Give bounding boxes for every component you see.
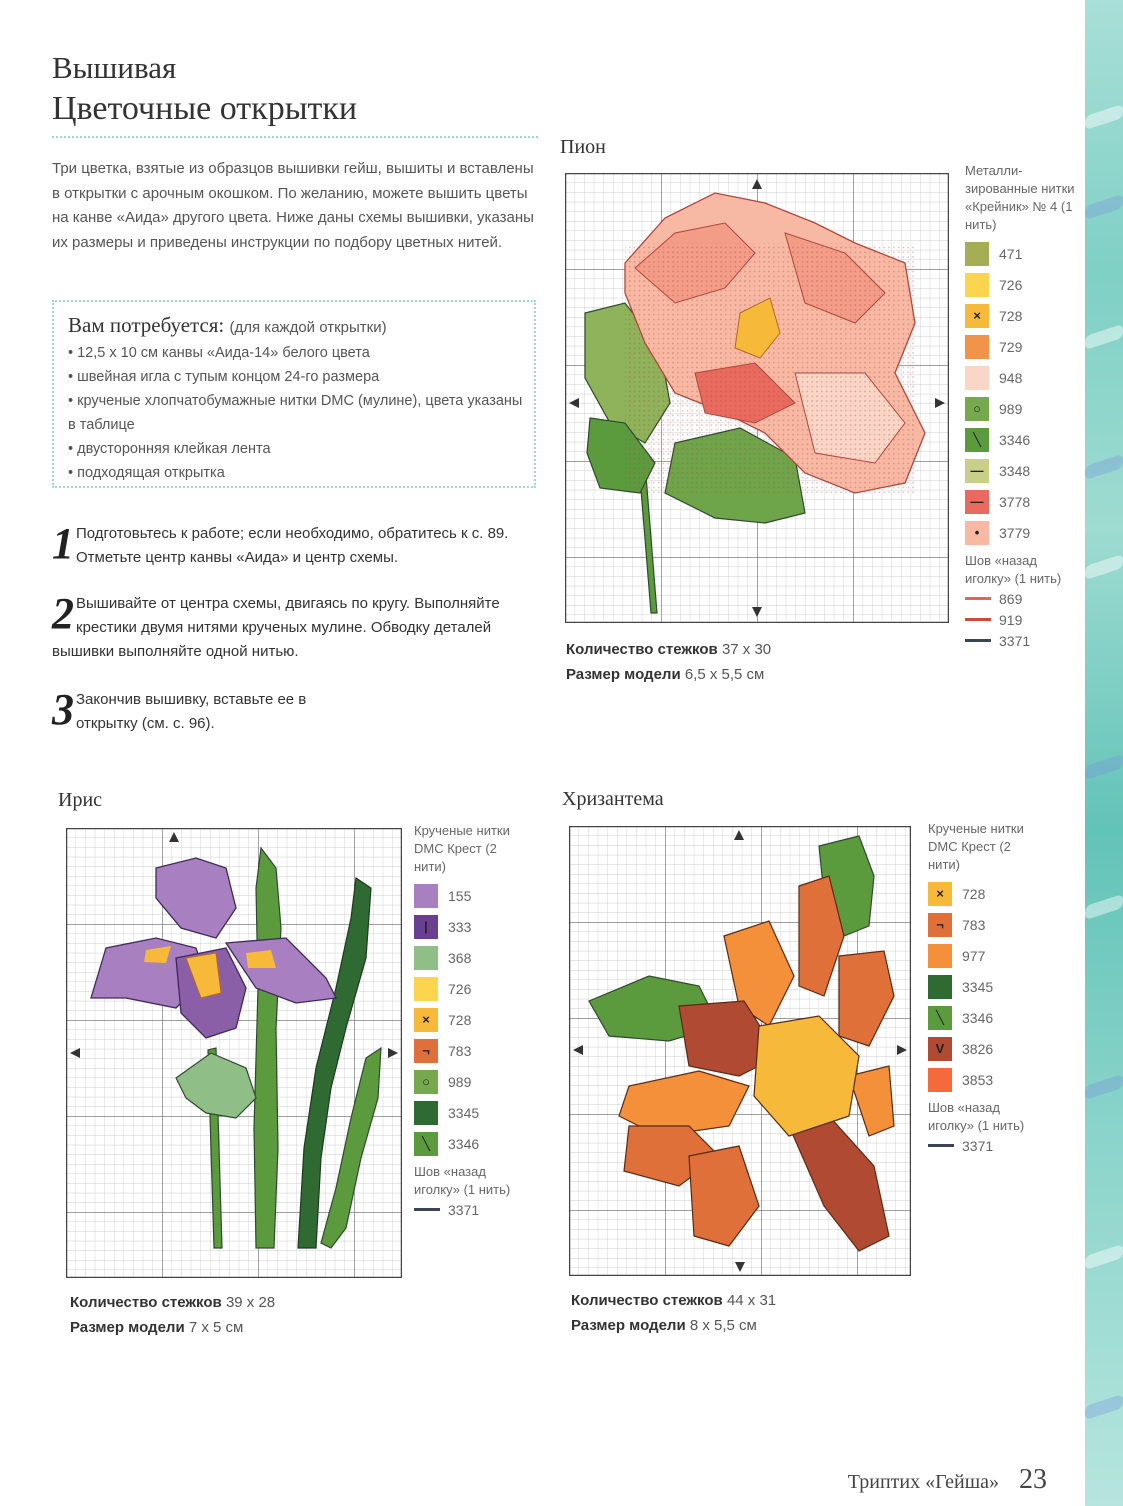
legend-item — [965, 455, 1075, 486]
list-item: • двусторонняя клейкая лента — [68, 437, 528, 461]
intro-paragraph: Три цветка, взятые из образцов вышивки гейш, вышиты и вставлены в открытки с арочным окошком. По желанию, можете вышить цветы на канве «Аида» другого цвета. Ниже даны схемы вышивки, указаны их размеры и приведены инструкции по подбору цветных нитей. — [52, 160, 534, 251]
color-swatch — [414, 915, 438, 939]
materials-heading — [68, 313, 387, 338]
stitch-count-value: 37 х 30 — [721, 641, 772, 658]
peony-chart — [565, 173, 949, 623]
page-title: Цветочные открытки — [52, 90, 358, 127]
color-swatch — [928, 1037, 952, 1061]
color-swatch — [965, 459, 989, 483]
legend-item — [414, 1066, 514, 1097]
legend-item — [928, 1033, 1028, 1064]
iris-chart-title: Ирис — [58, 789, 103, 811]
model-size-value: 6,5 х 5,5 см — [684, 666, 765, 683]
thread-code: 3346 — [962, 1009, 994, 1026]
legend-item — [414, 1128, 514, 1159]
step-number: 2 — [52, 589, 74, 638]
color-swatch — [414, 1070, 438, 1094]
step-1 — [52, 519, 522, 570]
color-swatch — [414, 884, 438, 908]
model-size-label: Размер модели — [571, 1317, 686, 1334]
legend-item — [965, 393, 1075, 424]
stitch-symbol: ╲ — [422, 1135, 430, 1151]
color-swatch — [414, 1008, 438, 1032]
color-swatch — [965, 397, 989, 421]
stitch-symbol: × — [422, 1011, 430, 1027]
color-swatch — [928, 1006, 952, 1030]
color-swatch — [928, 882, 952, 906]
list-item: • крученые хлопчатобумажные нитки DMC (мулине), цвета указаны в таблице — [68, 389, 528, 437]
thread-code: 728 — [448, 1011, 472, 1028]
stitch-count-label: Количество стежков — [566, 641, 718, 658]
materials-heading-text: Вам потребуется: — [68, 313, 225, 337]
thread-code: 3346 — [448, 1135, 480, 1152]
thread-code: 3345 — [448, 1104, 480, 1121]
thread-code: 989 — [999, 400, 1023, 417]
backstitch-heading: Шов «назад иголку» (1 нить) — [928, 1100, 1025, 1133]
stitch-count-value: 44 х 31 — [726, 1292, 777, 1309]
step-text: Подготовьтесь к работе; если необходимо, обратитесь к с. 89. Отметьте центр канвы «Аида» и центр схемы. — [76, 525, 509, 566]
legend-item — [414, 1004, 514, 1035]
list-item: • 12,5 х 10 см канвы «Аида-14» белого цвета — [68, 341, 528, 365]
backstitch-rows — [965, 588, 1075, 651]
thread-code: 3346 — [999, 431, 1031, 448]
thread-code: 3779 — [999, 524, 1031, 541]
thread-code: 989 — [448, 1073, 472, 1090]
peony-stats — [566, 637, 771, 687]
iris-chart — [66, 828, 402, 1278]
peony-legend — [965, 162, 1075, 651]
list-item: • подходящая открытка — [68, 461, 528, 485]
legend-item — [965, 300, 1075, 331]
legend-item — [414, 973, 514, 1004]
model-size-label: Размер модели — [70, 1319, 185, 1336]
color-swatch — [414, 1039, 438, 1063]
thread-code: 368 — [448, 949, 472, 966]
color-swatch — [965, 521, 989, 545]
chrysanthemum-chart — [569, 826, 911, 1276]
stitch-count-label: Количество стежков — [70, 1294, 222, 1311]
model-size-label: Размер модели — [566, 666, 681, 683]
thread-code: 728 — [999, 307, 1023, 324]
color-swatch — [965, 273, 989, 297]
thread-code: 728 — [962, 885, 986, 902]
thread-code: 3778 — [999, 493, 1031, 510]
thread-code: 155 — [448, 887, 472, 904]
color-swatch — [928, 944, 952, 968]
iris-legend — [414, 822, 514, 1220]
thread-code: 3371 — [962, 1137, 994, 1154]
color-swatch — [414, 946, 438, 970]
page-kicker: Вышивая — [52, 50, 177, 85]
color-swatch — [965, 242, 989, 266]
stitch-symbol: ╲ — [973, 431, 981, 447]
stitch-symbol: × — [973, 307, 981, 323]
stitch-symbol: ○ — [422, 1073, 430, 1089]
backstitch-item — [965, 630, 1075, 651]
thread-code: 3853 — [962, 1071, 994, 1088]
page-number: 23 — [1019, 1464, 1047, 1495]
stitch-symbol: — — [970, 462, 984, 478]
step-text: Закончив вышивку, вставьте ее в открытку (см. с. 96). — [76, 691, 307, 732]
model-size-value: 7 х 5 см — [188, 1319, 244, 1336]
legend-item — [928, 940, 1028, 971]
stitch-symbol: × — [936, 885, 944, 901]
thread-code: 726 — [448, 980, 472, 997]
backstitch-rows — [414, 1199, 514, 1220]
legend-item — [928, 971, 1028, 1002]
stitch-symbol: • — [974, 524, 980, 540]
legend-heading: Крученые нитки DMC Крест (2 нити) — [414, 823, 510, 874]
legend-rows — [965, 238, 1075, 548]
legend-item — [965, 424, 1075, 455]
legend-item — [965, 331, 1075, 362]
color-swatch — [928, 1068, 952, 1092]
chrysanthemum-chart-title: Хризантема — [562, 788, 664, 810]
backstitch-item — [928, 1135, 1028, 1156]
decorative-side-band — [1085, 0, 1123, 1506]
legend-heading: Металли-зированные нитки «Крейник» № 4 (1 нить) — [965, 163, 1075, 232]
thread-code: 783 — [962, 916, 986, 933]
legend-item — [414, 1035, 514, 1066]
backstitch-line — [965, 618, 991, 621]
color-swatch — [965, 335, 989, 359]
stitch-count-label: Количество стежков — [571, 1292, 723, 1309]
legend-item — [965, 486, 1075, 517]
color-swatch — [965, 490, 989, 514]
backstitch-line — [965, 597, 991, 600]
stitch-symbol: — — [970, 493, 984, 509]
legend-item — [928, 878, 1028, 909]
stitch-symbol: | — [424, 918, 428, 934]
thread-code: 3348 — [999, 462, 1031, 479]
step-number: 3 — [52, 685, 74, 734]
backstitch-item — [965, 609, 1075, 630]
legend-item — [928, 909, 1028, 940]
title-divider — [52, 136, 538, 138]
legend-item — [928, 1064, 1028, 1095]
stitch-symbol: ╲ — [936, 1009, 944, 1025]
legend-item — [414, 1097, 514, 1128]
backstitch-line — [414, 1208, 440, 1211]
model-size-value: 8 х 5,5 см — [689, 1317, 757, 1334]
thread-code: 977 — [962, 947, 986, 964]
color-swatch — [928, 975, 952, 999]
thread-code: 869 — [999, 590, 1023, 607]
chrysanthemum-stats — [571, 1288, 776, 1338]
stitch-symbol: ○ — [973, 400, 981, 416]
backstitch-item — [414, 1199, 514, 1220]
color-swatch — [414, 1132, 438, 1156]
color-swatch — [414, 1101, 438, 1125]
thread-code: 3826 — [962, 1040, 994, 1057]
backstitch-line — [928, 1144, 954, 1147]
color-swatch — [965, 304, 989, 328]
thread-code: 3371 — [999, 632, 1031, 649]
backstitch-line — [965, 639, 991, 642]
legend-heading: Крученые нитки DMC Крест (2 нити) — [928, 821, 1024, 872]
step-3 — [52, 685, 352, 736]
materials-list — [68, 341, 528, 485]
color-swatch — [965, 366, 989, 390]
legend-item — [965, 362, 1075, 393]
backstitch-heading: Шов «назад иголку» (1 нить) — [414, 1164, 511, 1197]
legend-item — [414, 880, 514, 911]
stitch-symbol: ¬ — [936, 916, 944, 932]
backstitch-rows — [928, 1135, 1028, 1156]
list-item: • швейная игла с тупым концом 24-го размера — [68, 365, 528, 389]
legend-item — [414, 942, 514, 973]
legend-item — [965, 269, 1075, 300]
backstitch-item — [965, 588, 1075, 609]
legend-item — [965, 238, 1075, 269]
backstitch-heading: Шов «назад иголку» (1 нить) — [965, 553, 1062, 586]
thread-code: 333 — [448, 918, 472, 935]
thread-code: 471 — [999, 245, 1023, 262]
page-footer — [848, 1464, 1047, 1496]
legend-item — [965, 517, 1075, 548]
thread-code: 783 — [448, 1042, 472, 1059]
legend-item — [928, 1002, 1028, 1033]
book-title: Триптих «Гейша» — [847, 1471, 999, 1493]
peony-chart-title: Пион — [560, 136, 606, 158]
chrysanthemum-legend — [928, 820, 1028, 1156]
step-2 — [52, 589, 522, 664]
color-swatch — [928, 913, 952, 937]
stitch-count-value: 39 х 28 — [225, 1294, 276, 1311]
stitch-symbol: ¬ — [422, 1042, 430, 1058]
thread-code: 919 — [999, 611, 1023, 628]
materials-subheading: (для каждой открытки) — [229, 319, 387, 336]
step-number: 1 — [52, 519, 74, 568]
stitch-symbol: V — [935, 1040, 945, 1056]
thread-code: 3371 — [448, 1201, 480, 1218]
thread-code: 729 — [999, 338, 1023, 355]
step-text: Вышивайте от центра схемы, двигаясь по кругу. Выполняйте крестики двумя нитями крученых мулине. Обводку деталей вышивки выполняйте одной нитью. — [52, 595, 500, 660]
legend-rows — [928, 878, 1028, 1095]
color-swatch — [414, 977, 438, 1001]
legend-item — [414, 911, 514, 942]
legend-rows — [414, 880, 514, 1159]
iris-stats — [70, 1290, 275, 1340]
thread-code: 726 — [999, 276, 1023, 293]
thread-code: 948 — [999, 369, 1023, 386]
color-swatch — [965, 428, 989, 452]
thread-code: 3345 — [962, 978, 994, 995]
